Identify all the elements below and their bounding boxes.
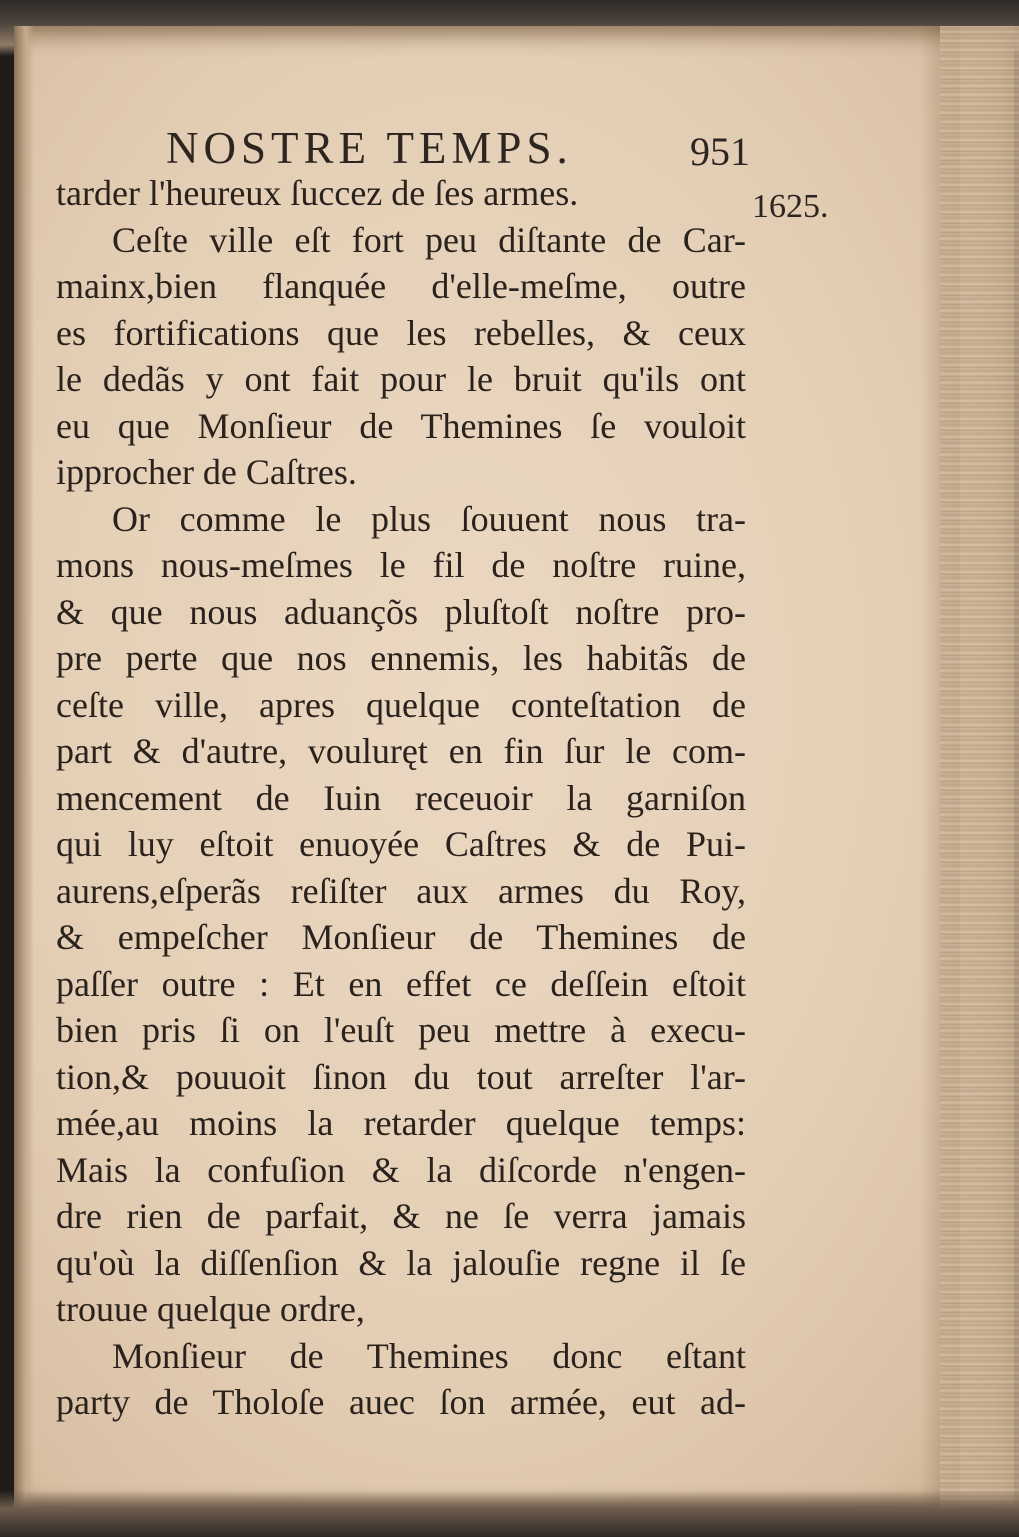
text-line: qui luy eſtoit enuoyée Caſtres & de Pui- <box>56 824 746 864</box>
text-line: mainx,bien flanquée d'elle-meſme, outre <box>56 266 746 306</box>
running-title: NOSTRE TEMPS. <box>166 123 573 173</box>
fore-edge-pages <box>940 26 1019 1516</box>
margin-year-note: 1625. <box>752 188 829 225</box>
text-line: & empeſcher Monſieur de Themines de <box>56 917 746 957</box>
text-line: Mais la confuſion & la diſcorde n'engen- <box>56 1149 746 1190</box>
text-line: le dedãs y ont fait pour le bruit qu'ils ont <box>56 359 746 399</box>
text-line: trouue quelque ordre, <box>56 1289 365 1329</box>
text-line: tion,& pouuoit ſinon du tout arreſter l'ar- <box>56 1056 746 1097</box>
text-line: es fortifications que les rebelles, & ceux <box>56 312 746 353</box>
text-line: bien pris ſi on l'euſt peu mettre à execu- <box>56 1010 746 1050</box>
text-line: part & d'autre, vouluręt en fin ſur le com- <box>56 731 746 771</box>
text-line: mons nous-meſmes le fil de noſtre ruine, <box>56 545 746 585</box>
text-line: Monſieur de Themines donc eſtant <box>112 1335 746 1376</box>
bottom-page-edge <box>0 1490 1019 1537</box>
body-text <box>56 170 746 1426</box>
page-gutter <box>14 26 34 1516</box>
text-line: tarder l'heureux ſuccez de ſes armes. <box>56 173 579 213</box>
text-line: ceſte ville, apres quelque conteſtation de <box>56 684 746 725</box>
text-line: mée,au moins la retarder quelque temps: <box>56 1103 746 1143</box>
text-line: aurens,eſperãs reſiſter aux armes du Roy, <box>56 870 746 911</box>
text-line: Ceſte ville eſt fort peu diſtante de Car- <box>112 219 746 260</box>
text-line: ipprocher de Caſtres. <box>56 452 357 492</box>
text-line: party de Tholoſe auec ſon armée, eut ad- <box>56 1382 746 1422</box>
text-line: Or comme le plus ſouuent nous tra- <box>112 498 746 539</box>
text-line: eu que Monſieur de Themines ſe vouloit <box>56 405 746 446</box>
text-line: paſſer outre : Et en effet ce deſſein eſtoit <box>56 963 746 1004</box>
page-number: 951 <box>690 129 750 174</box>
text-line: qu'où la diſſenſion & la jalouſie regne il ſe <box>56 1242 746 1283</box>
text-line: dre rien de parfait, & ne ſe verra jamais <box>56 1196 746 1236</box>
text-line: & que nous aduançõs pluſtoſt noſtre pro- <box>56 591 746 632</box>
text-line: pre perte que nos ennemis, les habitãs de <box>56 638 746 678</box>
text-line: mencement de Iuin receuoir la garniſon <box>56 777 746 818</box>
